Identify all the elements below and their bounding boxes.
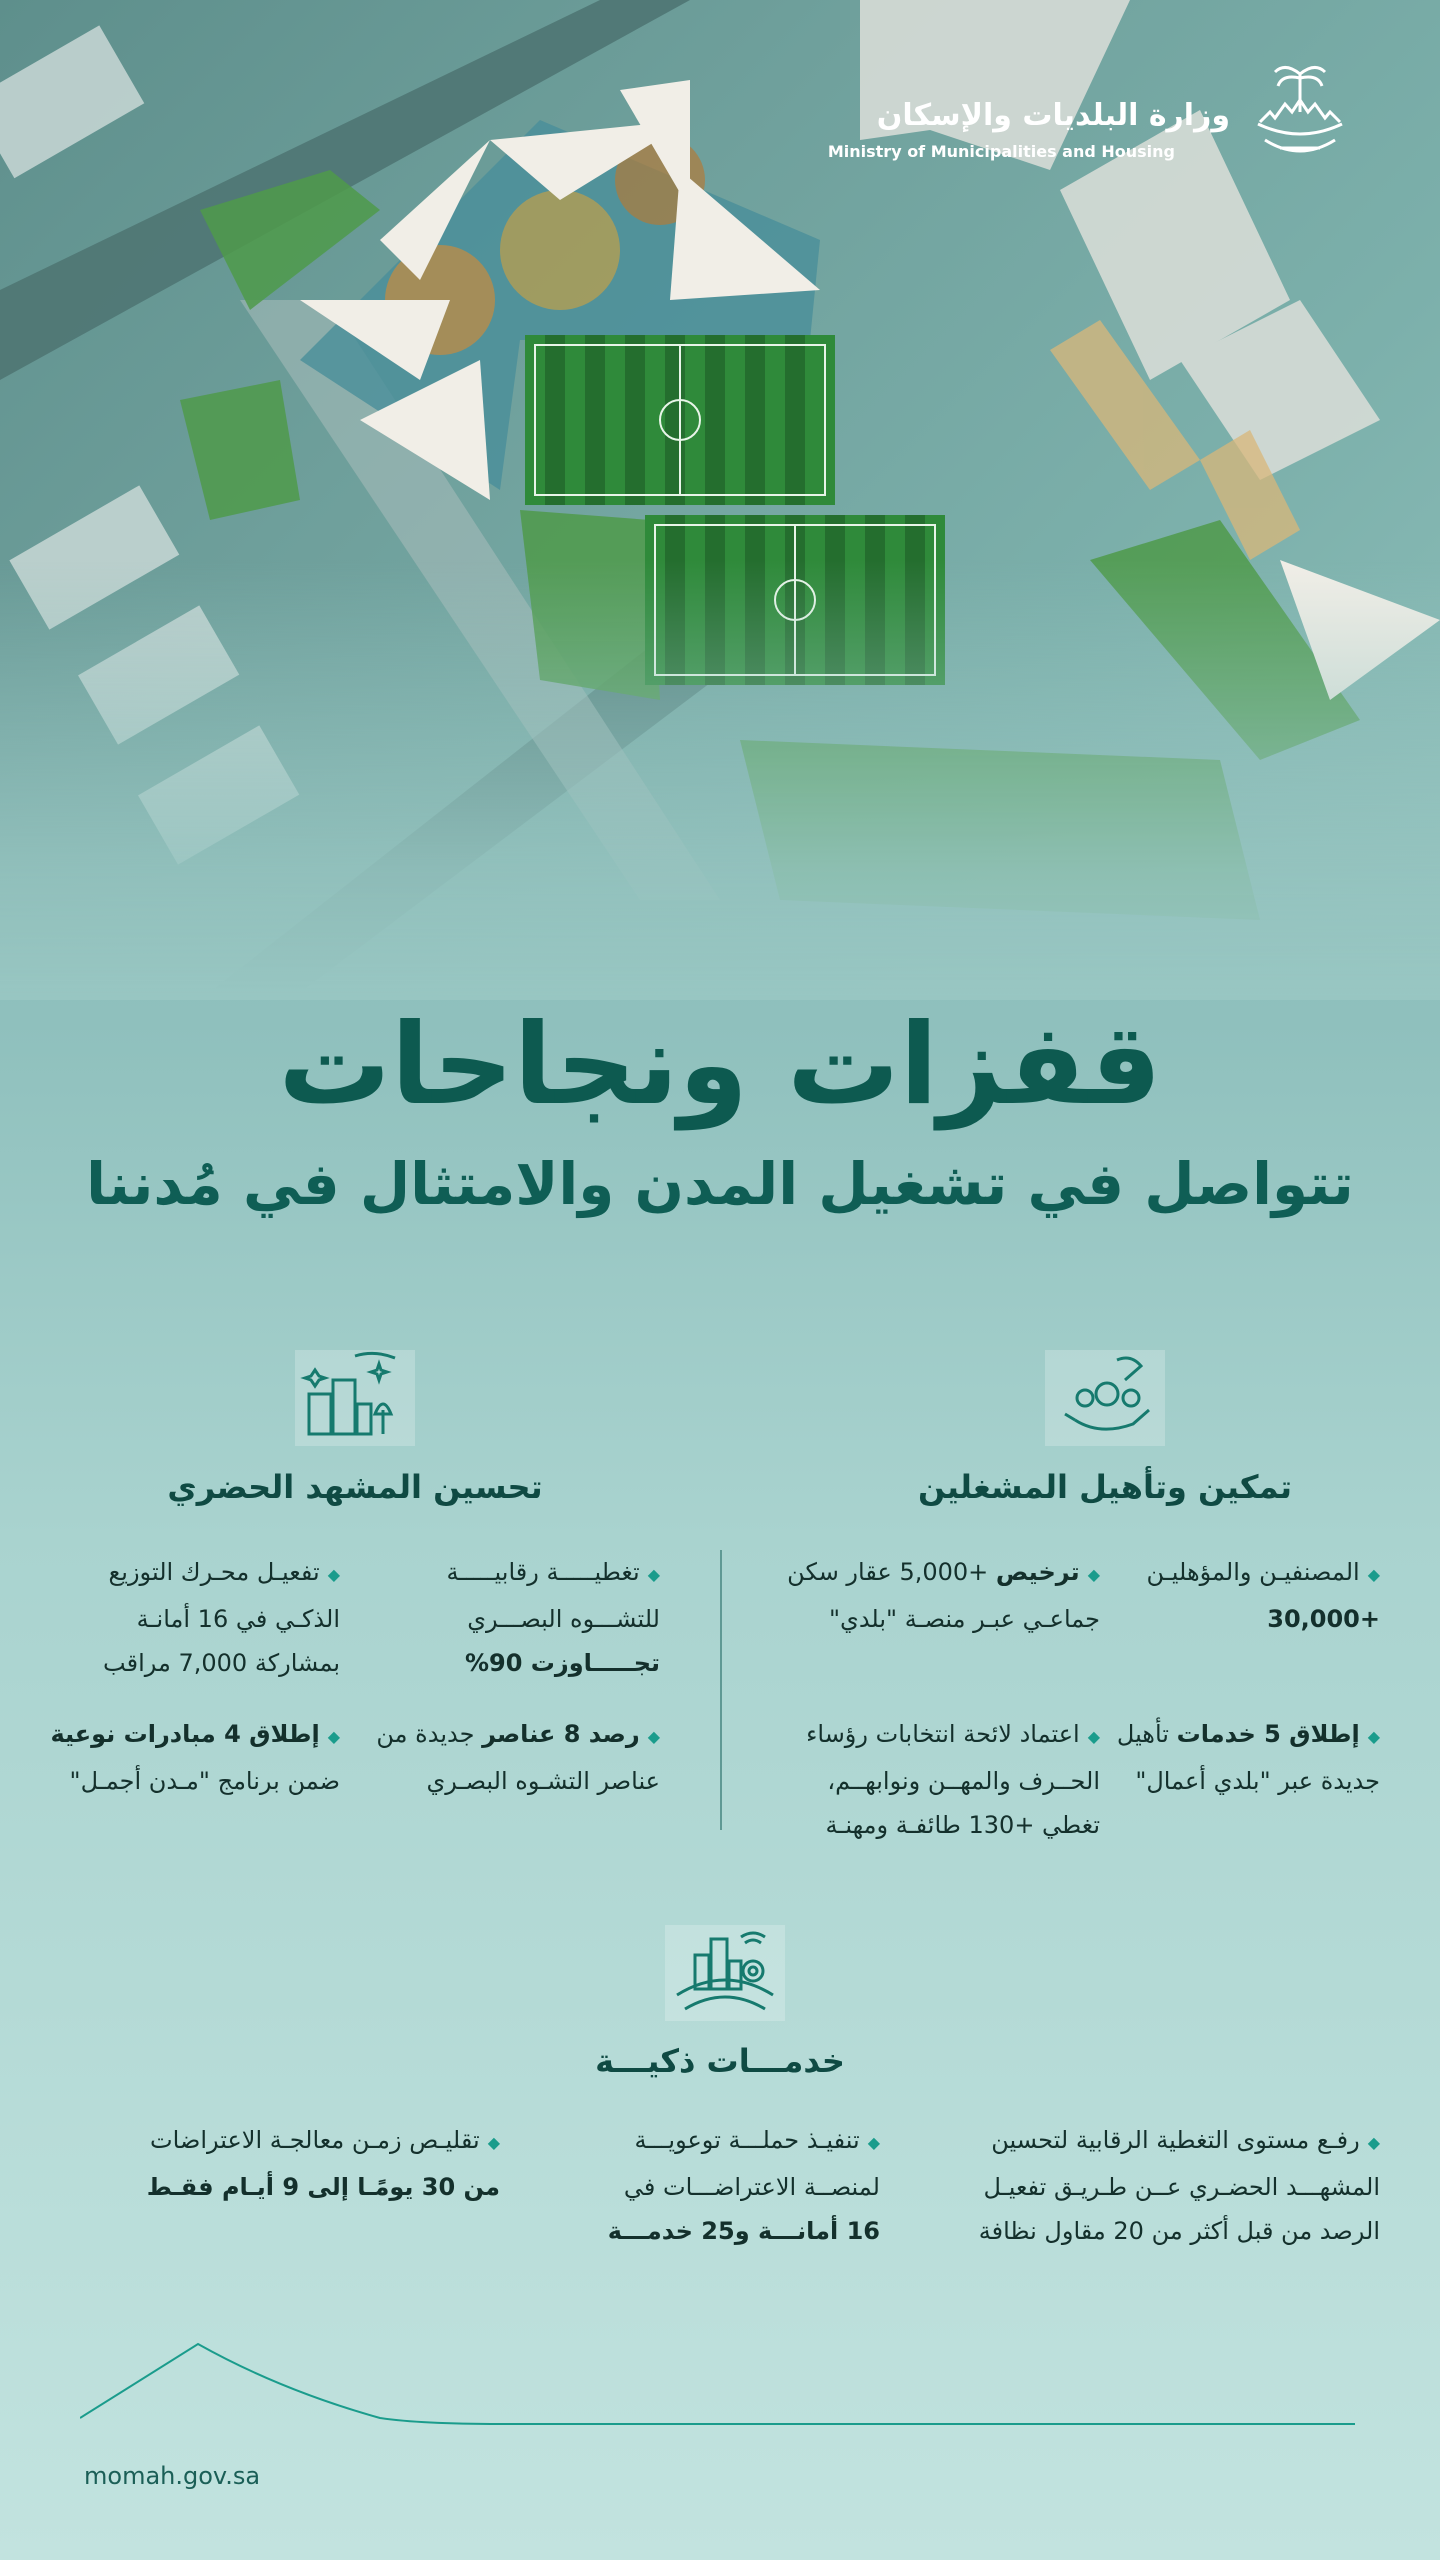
hero-fade-overlay bbox=[0, 560, 1440, 1000]
list-item: ◆ترخيص +5,000 عقار سكن جماعـي عبـر منصـة "بلدي" bbox=[787, 1558, 1100, 1633]
list-item: ◆تقليـص زمـن معالجـة الاعتراضات من 30 يومًـا إلى 9 أيـام فقـط bbox=[146, 2126, 500, 2201]
list-item: ◆تغطيـــــة رقابيـــــة للتشـــوه البصـــري تجـــــاوزت 90% bbox=[446, 1558, 660, 1677]
bullet-icon: ◆ bbox=[647, 1727, 660, 1746]
bullet-icon: ◆ bbox=[1087, 1727, 1100, 1746]
bullet-icon: ◆ bbox=[1367, 1565, 1380, 1584]
list-item: ◆إطلاق 5 خدمات تأهيل جديدة عبر "بلدي أعمال" bbox=[1116, 1720, 1380, 1795]
footer-decorative-line bbox=[80, 2320, 1360, 2440]
section-title-urban: تحسين المشهد الحضري bbox=[167, 1468, 543, 1506]
page-subtitle: تتواصل في تشغيل المدن والامتثال في مُدننا bbox=[86, 1150, 1354, 1218]
bullet-icon: ◆ bbox=[327, 1565, 340, 1584]
city-sparkle-icon bbox=[295, 1350, 415, 1446]
list-item: ◆رصد 8 عناصر جديدة من عناصر التشـوه البصـري bbox=[376, 1720, 660, 1795]
bullet-icon: ◆ bbox=[487, 2133, 500, 2152]
section-divider bbox=[720, 1550, 722, 1830]
list-item: ◆إطلاق 4 مبادرات نوعية ضمن برنامج "مـدن أجمـل" bbox=[50, 1720, 340, 1795]
list-item: ◆رفـع مستوى التغطية الرقابية لتحسين المشهـــد الحضـري عــن طـريـق تفعيـل الرصد من قبل أكثر من 20 مقاول نظافة bbox=[978, 2126, 1380, 2245]
list-item: ◆اعتماد لائحة انتخابات رؤساء الحــرف والمهــن ونوابهــم، تغطي +130 طائفـة ومهنـة bbox=[806, 1720, 1100, 1839]
hand-gears-icon bbox=[1045, 1350, 1165, 1446]
bullet-icon: ◆ bbox=[327, 1727, 340, 1746]
palm-emblem-icon bbox=[1240, 52, 1360, 172]
smart-city-icon bbox=[665, 1925, 785, 2021]
section-title-smart: خدمـــات ذكيـــة bbox=[595, 2042, 845, 2080]
ministry-name-en: Ministry of Municipalities and Housing bbox=[827, 142, 1175, 161]
bullet-icon: ◆ bbox=[1367, 2133, 1380, 2152]
ministry-name-ar: وزارة البلديات والإسكان bbox=[876, 98, 1230, 133]
bullet-icon: ◆ bbox=[867, 2133, 880, 2152]
section-title-workers: تمكين وتأهيل المشغلين bbox=[918, 1468, 1292, 1506]
ministry-logo bbox=[827, 52, 1380, 182]
bullet-icon: ◆ bbox=[1087, 1565, 1100, 1584]
list-item: ◆تنفيـذ حملـــة توعويـــة لمنصــة الاعتراضـــات في 16 أمانـــة و25 خدمـــة bbox=[607, 2126, 880, 2245]
bullet-icon: ◆ bbox=[1367, 1727, 1380, 1746]
list-item: ◆المصنفيـن والمؤهليـن +30,000 bbox=[1146, 1558, 1380, 1633]
bullet-icon: ◆ bbox=[647, 1565, 660, 1584]
list-item: ◆تفعيـل محـرك التوزيع الذكـي في 16 أمانـة بمشاركة 7,000 مراقب bbox=[103, 1558, 340, 1677]
page-title: قفزات ونجاحات bbox=[278, 1000, 1162, 1130]
footer-website: momah.gov.sa bbox=[84, 2462, 261, 2490]
